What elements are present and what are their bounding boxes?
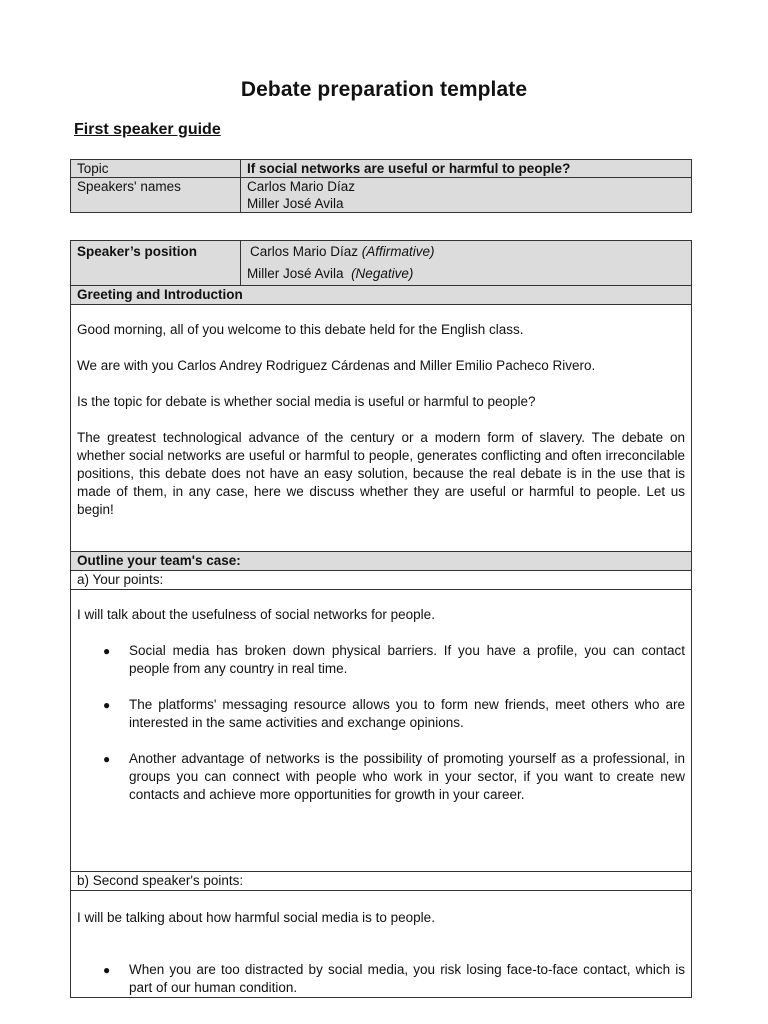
speakers-row: [71, 178, 692, 213]
second-points-body: [71, 891, 692, 998]
position-label: Speaker’s position: [71, 241, 241, 286]
second-points-label: b) Second speaker's points:: [71, 872, 692, 891]
position-line-2: [247, 263, 685, 285]
greeting-paragraph-4: The greatest technological advance of the century or a modern form of slavery. The debate on whether social networks are useful or harmful to people, generates conflicting and often irreconcilable positions, this debate does not have an easy solution, because the real debate is in the use that is made of them, in any case, here we discuss whether they are useful or harmful to people. Let us begin!: [77, 430, 685, 517]
outline-heading: Outline your team's case:: [71, 552, 692, 571]
second-points-intro: I will be talking about how harmful social media is to people.: [77, 910, 435, 925]
bullet-icon: ●: [103, 963, 111, 977]
your-points-body-row: [71, 590, 692, 872]
position-row: [71, 241, 692, 286]
bullet-icon: ●: [103, 752, 111, 766]
speech-table: [70, 240, 692, 998]
topic-row: [71, 160, 692, 178]
position-speaker-2-side: (Negative): [351, 266, 414, 281]
position-line-1: [247, 241, 685, 263]
second-points-body-row: [71, 891, 692, 998]
greeting-heading: Greeting and Introduction: [71, 286, 692, 305]
greeting-body-row: [71, 305, 692, 552]
document-subtitle: First speaker guide: [74, 121, 221, 138]
greeting-heading-row: [71, 286, 692, 305]
list-item: ● The platforms' messaging resource allows you to form new friends, meet others who are interested in the same activities and exchange opinions.: [103, 697, 685, 730]
info-table: [70, 159, 692, 213]
topic-value: If social networks are useful or harmful to people?: [241, 160, 692, 178]
your-points-label: a) Your points:: [71, 571, 692, 590]
position-speaker-2-name: Miller José Avila: [247, 266, 344, 281]
greeting-body: [71, 305, 692, 552]
greeting-paragraph-3: Is the topic for debate is whether social media is useful or harmful to people?: [77, 394, 536, 409]
greeting-paragraph-1: Good morning, all of you welcome to this debate held for the English class.: [77, 322, 524, 337]
topic-label: Topic: [71, 160, 241, 178]
your-points-label-row: [71, 571, 692, 590]
second-points-label-row: [71, 872, 692, 891]
your-points-body: [71, 590, 692, 872]
speakers-names: [241, 178, 692, 213]
your-points-list: [103, 642, 685, 804]
list-item: ● Another advantage of networks is the possibility of promoting yourself as a professional, in groups you can connect with people who work in your sector, if you want to create new contacts and achieve more opportunities for growth in your career.: [103, 751, 685, 802]
position-speaker-1-side: (Affirmative): [361, 244, 435, 259]
speaker-2-name: Miller José Avila: [247, 196, 344, 211]
position-values: [241, 241, 692, 286]
bullet-icon: ●: [103, 644, 111, 658]
speaker-1-name: Carlos Mario Díaz: [247, 179, 356, 194]
outline-heading-row: [71, 552, 692, 571]
document-title: Debate preparation template: [240, 78, 528, 101]
your-points-intro: I will talk about the usefulness of social networks for people.: [77, 607, 435, 622]
speakers-label: Speakers' names: [71, 178, 241, 213]
list-item: ● Social media has broken down physical barriers. If you have a profile, you can contact people from any country in real time.: [103, 643, 685, 676]
greeting-paragraph-2: We are with you Carlos Andrey Rodriguez Cárdenas and Miller Emilio Pacheco Rivero.: [77, 358, 596, 373]
bullet-icon: ●: [103, 698, 111, 712]
second-points-list: [103, 961, 685, 997]
list-item: ● When you are too distracted by social media, you risk losing face-to-face contact, which is part of our human condition.: [103, 962, 685, 995]
position-speaker-1-name: Carlos Mario Díaz: [250, 244, 359, 259]
